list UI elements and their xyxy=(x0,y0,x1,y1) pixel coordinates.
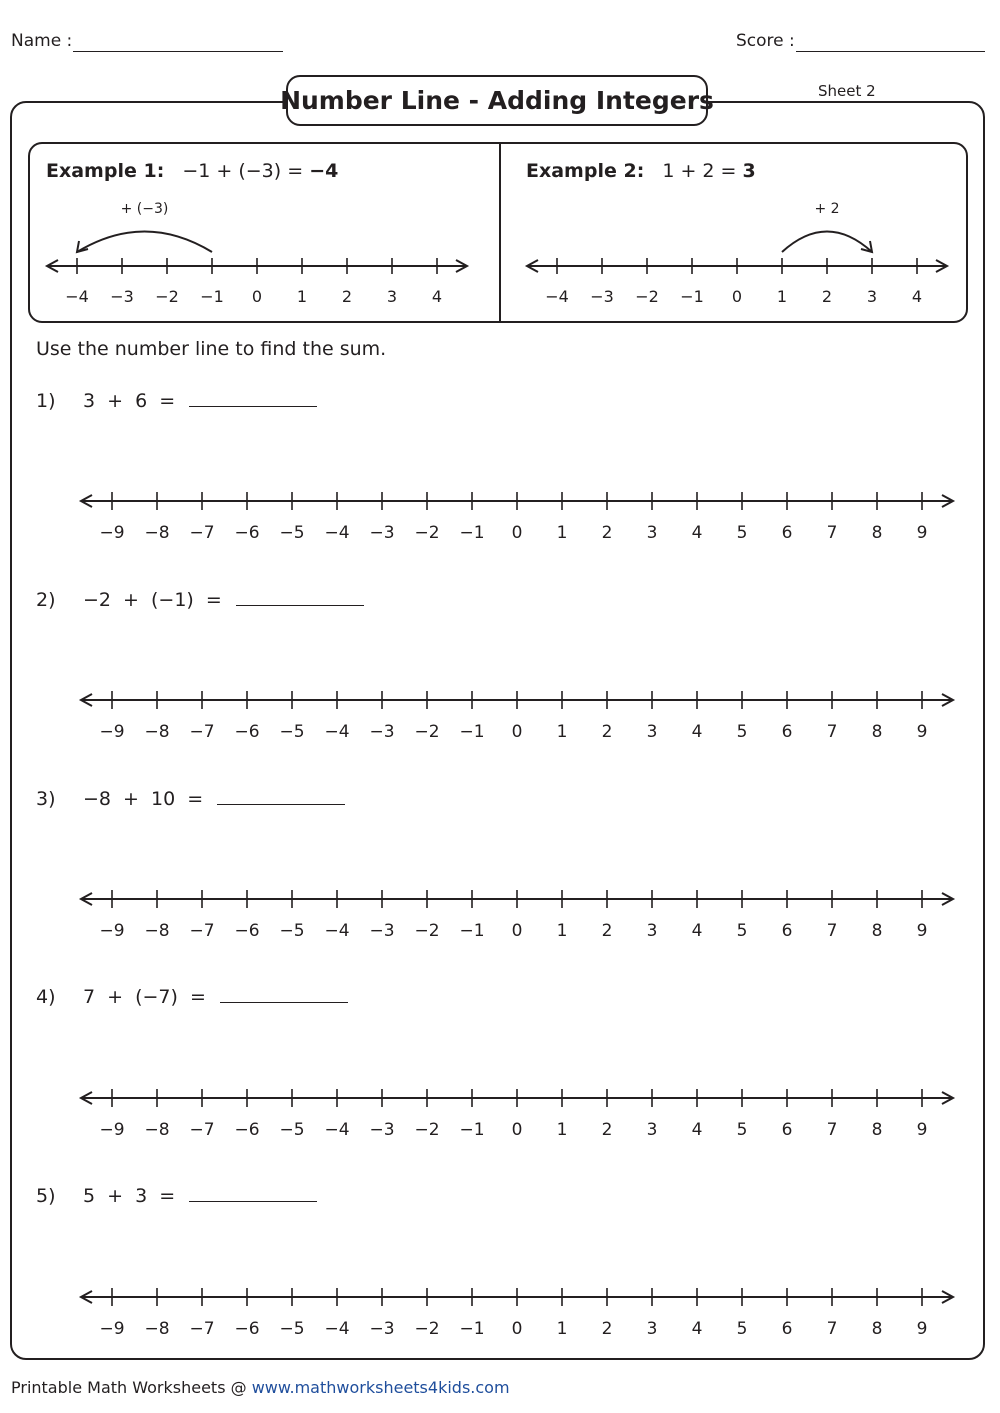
example-1-jump-label: + (−3) xyxy=(120,201,169,217)
problem-5-number-line-tick-label: 9 xyxy=(916,1319,928,1339)
problem-4-number-line-tick-label: −9 xyxy=(99,1120,125,1140)
problem-3-number-line-tick-label: 3 xyxy=(646,921,658,941)
problem-1-number-line-tick-label: 8 xyxy=(871,523,883,543)
example-1-tick-label: −2 xyxy=(155,287,179,306)
problem-2-number-line-tick-label: 9 xyxy=(916,722,928,742)
problem-1-expression: 3 + 6 = xyxy=(83,390,176,412)
problem-2-number-line-tick-label: 8 xyxy=(871,722,883,742)
problem-1-number-line-tick-label: 9 xyxy=(916,523,928,543)
example-2-tick-label: 1 xyxy=(776,287,788,306)
example-2-jump-arc xyxy=(782,232,872,253)
problem-1 xyxy=(36,388,317,412)
problem-3-number-line-tick-label: 5 xyxy=(736,921,748,941)
problem-4-number-line-tick-label: 9 xyxy=(916,1120,928,1140)
problem-2-number-line-tick-label: 4 xyxy=(691,722,703,742)
problem-5-number-line-tick-label: 7 xyxy=(826,1319,838,1339)
example-1-tick-label: 4 xyxy=(431,287,443,306)
example-2-tick-label: 2 xyxy=(821,287,833,306)
example-1-tick-label: −4 xyxy=(65,287,89,306)
problem-5-number-line-tick-label: 2 xyxy=(601,1319,613,1339)
problem-3-number-line-tick-label: −7 xyxy=(189,921,215,941)
problem-4-number-line-tick-label: 7 xyxy=(826,1120,838,1140)
problem-2-expression: −2 + (−1) = xyxy=(83,589,222,611)
problem-4-number-line-tick-label: 8 xyxy=(871,1120,883,1140)
problem-5-number-line-tick-label: −1 xyxy=(459,1319,485,1339)
example-2-tick-label: −1 xyxy=(680,287,704,306)
problem-2-number-line-tick-label: 1 xyxy=(556,722,568,742)
problem-5-number-line-tick-label: −7 xyxy=(189,1319,215,1339)
problem-4-number-line-tick-label: 1 xyxy=(556,1120,568,1140)
problem-1-number: 1) xyxy=(36,390,56,412)
problem-5-number-line-tick-label: 1 xyxy=(556,1319,568,1339)
problem-1-number-line-tick-label: −1 xyxy=(459,523,485,543)
example-2-answer: 3 xyxy=(742,160,756,182)
problem-4-number-line-tick-label: −6 xyxy=(234,1120,260,1140)
example-2-jump-label: + 2 xyxy=(814,201,840,217)
problem-5-answer-blank[interactable] xyxy=(189,1183,317,1202)
problem-4-number-line-tick-label: 3 xyxy=(646,1120,658,1140)
example-1-tick-label: −3 xyxy=(110,287,134,306)
problem-1-number-line-tick-label: −5 xyxy=(279,523,305,543)
example-1-tick-label: 2 xyxy=(341,287,353,306)
problem-3-number-line-tick-label: 6 xyxy=(781,921,793,941)
footer-link[interactable]: www.mathworksheets4kids.com xyxy=(251,1378,510,1397)
problem-1-number-line-tick-label: −9 xyxy=(99,523,125,543)
problem-4-number-line-tick-label: 2 xyxy=(601,1120,613,1140)
problem-5-number-line-tick-label: 6 xyxy=(781,1319,793,1339)
problem-2-number-line-tick-label: 7 xyxy=(826,722,838,742)
problem-2-number-line-tick-label: −4 xyxy=(324,722,350,742)
problem-4-answer-blank[interactable] xyxy=(220,984,348,1003)
problem-5-number-line-tick-label: −4 xyxy=(324,1319,350,1339)
problem-5-number-line-tick-label: 5 xyxy=(736,1319,748,1339)
example-2-expression: 1 + 2 = xyxy=(662,160,737,182)
problem-1-number-line-tick-label: 1 xyxy=(556,523,568,543)
score-label: Score : xyxy=(736,31,795,51)
problem-2 xyxy=(36,587,364,611)
problem-1-number-line-tick-label: 0 xyxy=(511,523,523,543)
problem-3-number-line-tick-label: 1 xyxy=(556,921,568,941)
problem-2-number-line-tick-label: −5 xyxy=(279,722,305,742)
problem-4-number-line-tick-label: 5 xyxy=(736,1120,748,1140)
problem-2-number-line-tick-label: −8 xyxy=(144,722,170,742)
problem-2-number-line-tick-label: −6 xyxy=(234,722,260,742)
problem-5-number-line-tick-label: −5 xyxy=(279,1319,305,1339)
problem-3-number-line-tick-label: −8 xyxy=(144,921,170,941)
problem-4 xyxy=(36,984,348,1008)
problem-2-number-line-tick-label: −7 xyxy=(189,722,215,742)
problem-5-number: 5) xyxy=(36,1185,56,1207)
example-1-answer: −4 xyxy=(309,160,339,182)
problem-3-number-line-tick-label: −5 xyxy=(279,921,305,941)
example-1-tick-label: 1 xyxy=(296,287,308,306)
problem-1-answer-blank[interactable] xyxy=(189,388,317,407)
problem-1-number-line-tick-label: −6 xyxy=(234,523,260,543)
problem-3-number-line-tick-label: −4 xyxy=(324,921,350,941)
problem-2-number-line-tick-label: 3 xyxy=(646,722,658,742)
problem-1-number-line-tick-label: 6 xyxy=(781,523,793,543)
problem-1-number-line-tick-label: −4 xyxy=(324,523,350,543)
problem-1-number-line-tick-label: −3 xyxy=(369,523,395,543)
problem-1-number-line-tick-label: 4 xyxy=(691,523,703,543)
name-label: Name : xyxy=(11,31,73,51)
problem-3-number-line-tick-label: 2 xyxy=(601,921,613,941)
example-1-jump-arc xyxy=(77,232,212,253)
problem-3-number-line-tick-label: 9 xyxy=(916,921,928,941)
problem-3-number-line-tick-label: −6 xyxy=(234,921,260,941)
problem-4-number-line-tick-label: −1 xyxy=(459,1120,485,1140)
problem-4-number-line-tick-label: −7 xyxy=(189,1120,215,1140)
problem-4-number: 4) xyxy=(36,986,56,1008)
problem-5-number-line-tick-label: 8 xyxy=(871,1319,883,1339)
example-2-label: Example 2: xyxy=(526,160,645,182)
problem-1-number-line-tick-label: −2 xyxy=(414,523,440,543)
example-2-tick-label: 0 xyxy=(731,287,743,306)
example-1-tick-label: 3 xyxy=(386,287,398,306)
problem-5-number-line-tick-label: 3 xyxy=(646,1319,658,1339)
problem-3-number-line-tick-label: 7 xyxy=(826,921,838,941)
example-1-expression: −1 + (−3) = xyxy=(182,160,304,182)
problem-5-number-line-tick-label: 0 xyxy=(511,1319,523,1339)
problem-3-answer-blank[interactable] xyxy=(217,786,345,805)
problem-1-number-line-tick-label: −7 xyxy=(189,523,215,543)
problem-3-number-line-tick-label: 0 xyxy=(511,921,523,941)
problem-5-expression: 5 + 3 = xyxy=(83,1185,176,1207)
example-1-tick-label: 0 xyxy=(251,287,263,306)
problem-5 xyxy=(36,1183,317,1207)
problem-2-number-line-tick-label: −1 xyxy=(459,722,485,742)
footer-text: Printable Math Worksheets @ xyxy=(11,1378,252,1397)
problem-3-number-line-tick-label: −9 xyxy=(99,921,125,941)
problem-4-number-line-tick-label: −5 xyxy=(279,1120,305,1140)
sheet-label: Sheet 2 xyxy=(818,82,876,100)
problem-2-number-line-tick-label: 5 xyxy=(736,722,748,742)
problem-4-number-line-tick-label: −8 xyxy=(144,1120,170,1140)
example-2-tick-label: 4 xyxy=(911,287,923,306)
problem-2-number-line-tick-label: −2 xyxy=(414,722,440,742)
problem-2-answer-blank[interactable] xyxy=(236,587,364,606)
example-2-tick-label: 3 xyxy=(866,287,878,306)
problem-5-number-line-tick-label: −9 xyxy=(99,1319,125,1339)
problem-4-number-line-tick-label: 4 xyxy=(691,1120,703,1140)
problem-4-expression: 7 + (−7) = xyxy=(83,986,206,1008)
problem-3-number-line-tick-label: −3 xyxy=(369,921,395,941)
problem-3-number-line-tick-label: 8 xyxy=(871,921,883,941)
example-2-tick-label: −2 xyxy=(635,287,659,306)
problem-2-number-line-tick-label: −3 xyxy=(369,722,395,742)
problem-4-number-line-tick-label: 0 xyxy=(511,1120,523,1140)
problem-5-number-line-tick-label: −2 xyxy=(414,1319,440,1339)
problem-4-number-line-tick-label: −4 xyxy=(324,1120,350,1140)
problem-3-number-line-tick-label: −2 xyxy=(414,921,440,941)
instructions: Use the number line to find the sum. xyxy=(36,338,387,360)
problem-3-number-line-tick-label: 4 xyxy=(691,921,703,941)
problem-3-expression: −8 + 10 = xyxy=(83,788,204,810)
problem-2-number-line-tick-label: −9 xyxy=(99,722,125,742)
problem-4-number-line-tick-label: −2 xyxy=(414,1120,440,1140)
problem-1-number-line-tick-label: 5 xyxy=(736,523,748,543)
problem-2-number-line-tick-label: 2 xyxy=(601,722,613,742)
problem-3-number: 3) xyxy=(36,788,56,810)
problem-3 xyxy=(36,786,345,810)
problem-1-number-line-tick-label: 3 xyxy=(646,523,658,543)
problem-4-number-line-tick-label: −3 xyxy=(369,1120,395,1140)
example-1-label: Example 1: xyxy=(46,160,165,182)
problem-3-number-line-tick-label: −1 xyxy=(459,921,485,941)
problem-2-number: 2) xyxy=(36,589,56,611)
problem-5-number-line-tick-label: −3 xyxy=(369,1319,395,1339)
problem-5-number-line-tick-label: −6 xyxy=(234,1319,260,1339)
footer xyxy=(11,1378,510,1397)
problem-2-number-line-tick-label: 0 xyxy=(511,722,523,742)
problem-4-number-line-tick-label: 6 xyxy=(781,1120,793,1140)
worksheet-title: Number Line - Adding Integers xyxy=(286,75,708,126)
problem-5-number-line-tick-label: 4 xyxy=(691,1319,703,1339)
problem-5-number-line-tick-label: −8 xyxy=(144,1319,170,1339)
problem-1-number-line-tick-label: 2 xyxy=(601,523,613,543)
example-2-tick-label: −4 xyxy=(545,287,569,306)
example-2-tick-label: −3 xyxy=(590,287,614,306)
problem-2-number-line-tick-label: 6 xyxy=(781,722,793,742)
example-1-tick-label: −1 xyxy=(200,287,224,306)
problem-1-number-line-tick-label: −8 xyxy=(144,523,170,543)
problem-1-number-line-tick-label: 7 xyxy=(826,523,838,543)
